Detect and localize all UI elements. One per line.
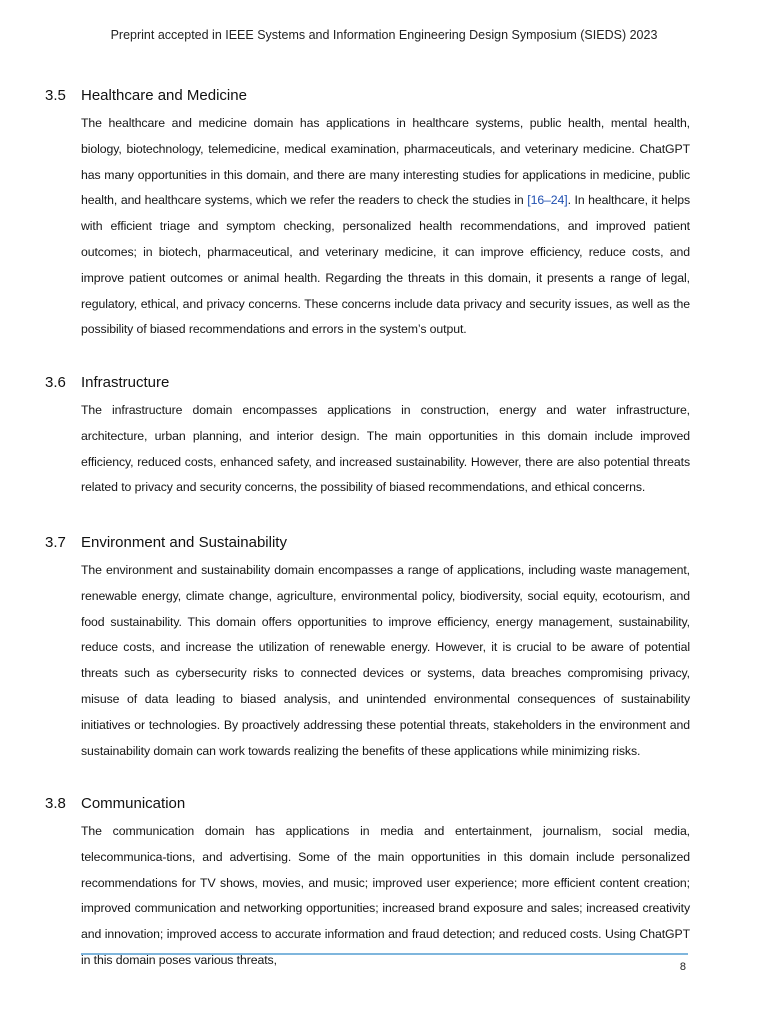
section-heading-3-5 <box>45 87 247 104</box>
body-text: . In healthcare, it helps with efficient triage and symptom checking, personalized health recommendations, and improved patient outcomes; in biotech, pharmaceutical, and veterinary medicine, it can improve efficiency, reduce costs, and improve patient outcomes or animal health. Regarding the threats in this domain, it presents a range of legal, regulatory, ethical, and privacy concerns. These concerns include data privacy and security issues, as well as the possibility of biased recommendations and errors in the system’s output. <box>81 193 690 337</box>
section-heading-3-7 <box>45 534 287 551</box>
section-number: 3.8 <box>45 795 66 812</box>
section-number: 3.6 <box>45 374 66 391</box>
section-heading-3-6 <box>45 374 169 391</box>
section-body-3-5 <box>81 111 690 343</box>
citation-link[interactable]: [16–24] <box>527 193 568 208</box>
section-number: 3.7 <box>45 534 66 551</box>
section-heading-3-8 <box>45 795 185 812</box>
section-number: 3.5 <box>45 87 66 104</box>
section-body-3-6: The infrastructure domain encompasses applications in construction, energy and water infrastructure, architecture, urban planning, and interior design. The main opportunities in this domain include improved efficiency, reduced costs, enhanced safety, and increased sustainability. However, there are also potential threats related to privacy and security concerns, the possibility of biased recommendations, and ethical concerns. <box>81 403 690 495</box>
footer-rule <box>81 953 688 955</box>
body-text: The healthcare and medicine domain has applications in healthcare systems, public health, mental health, biology, biotechnology, telemedicine, medical examination, pharmaceuticals, and veterinary medicine. ChatGPT has many opportunities in this domain, and there are many interesting studies for applications in medicine, public health, and healthcare systems, which we refer the readers to check the studies in <box>81 116 690 208</box>
section-body-3-8: The communication domain has applications in media and entertainment, journalism, social media, telecommunica-tions, and advertising. Some of the main opportunities in this domain include personalized recommendations for TV shows, movies, and music; improved user experience; more efficient content creation; improved communication and networking opportunities; increased brand exposure and sales; increased creativity and innovation; improved access to accurate information and fraud detection; and reduced costs. Using ChatGPT in this domain poses various threats, <box>81 824 690 967</box>
page-number: 8 <box>679 961 686 973</box>
section-title: Healthcare and Medicine <box>81 87 247 104</box>
section-title: Infrastructure <box>81 374 170 391</box>
section-title: Environment and Sustainability <box>81 534 287 551</box>
section-title: Communication <box>81 795 186 812</box>
page-header: Preprint accepted in IEEE Systems and Information Engineering Design Symposium (SIEDS) 2023 <box>110 28 658 42</box>
section-body-3-7: The environment and sustainability domain encompasses a range of applications, including waste management, renewable energy, climate change, agriculture, environmental policy, biodiversity, social equity, ecotourism, and food sustainability. This domain offers opportunities to improve efficiency, energy management, sustainability, reduce costs, and increase the utilization of renewable energy. However, it is crucial to be aware of potential threats such as cybersecurity risks to connected devices or systems, data breaches compromising privacy, misuse of data leading to biased analysis, and unintended environmental consequences of sustainability initiatives or technologies. By proactively addressing these potential threats, stakeholders in the environment and sustainability domain can work towards realizing the benefits of these applications while minimizing risks. <box>81 563 690 758</box>
